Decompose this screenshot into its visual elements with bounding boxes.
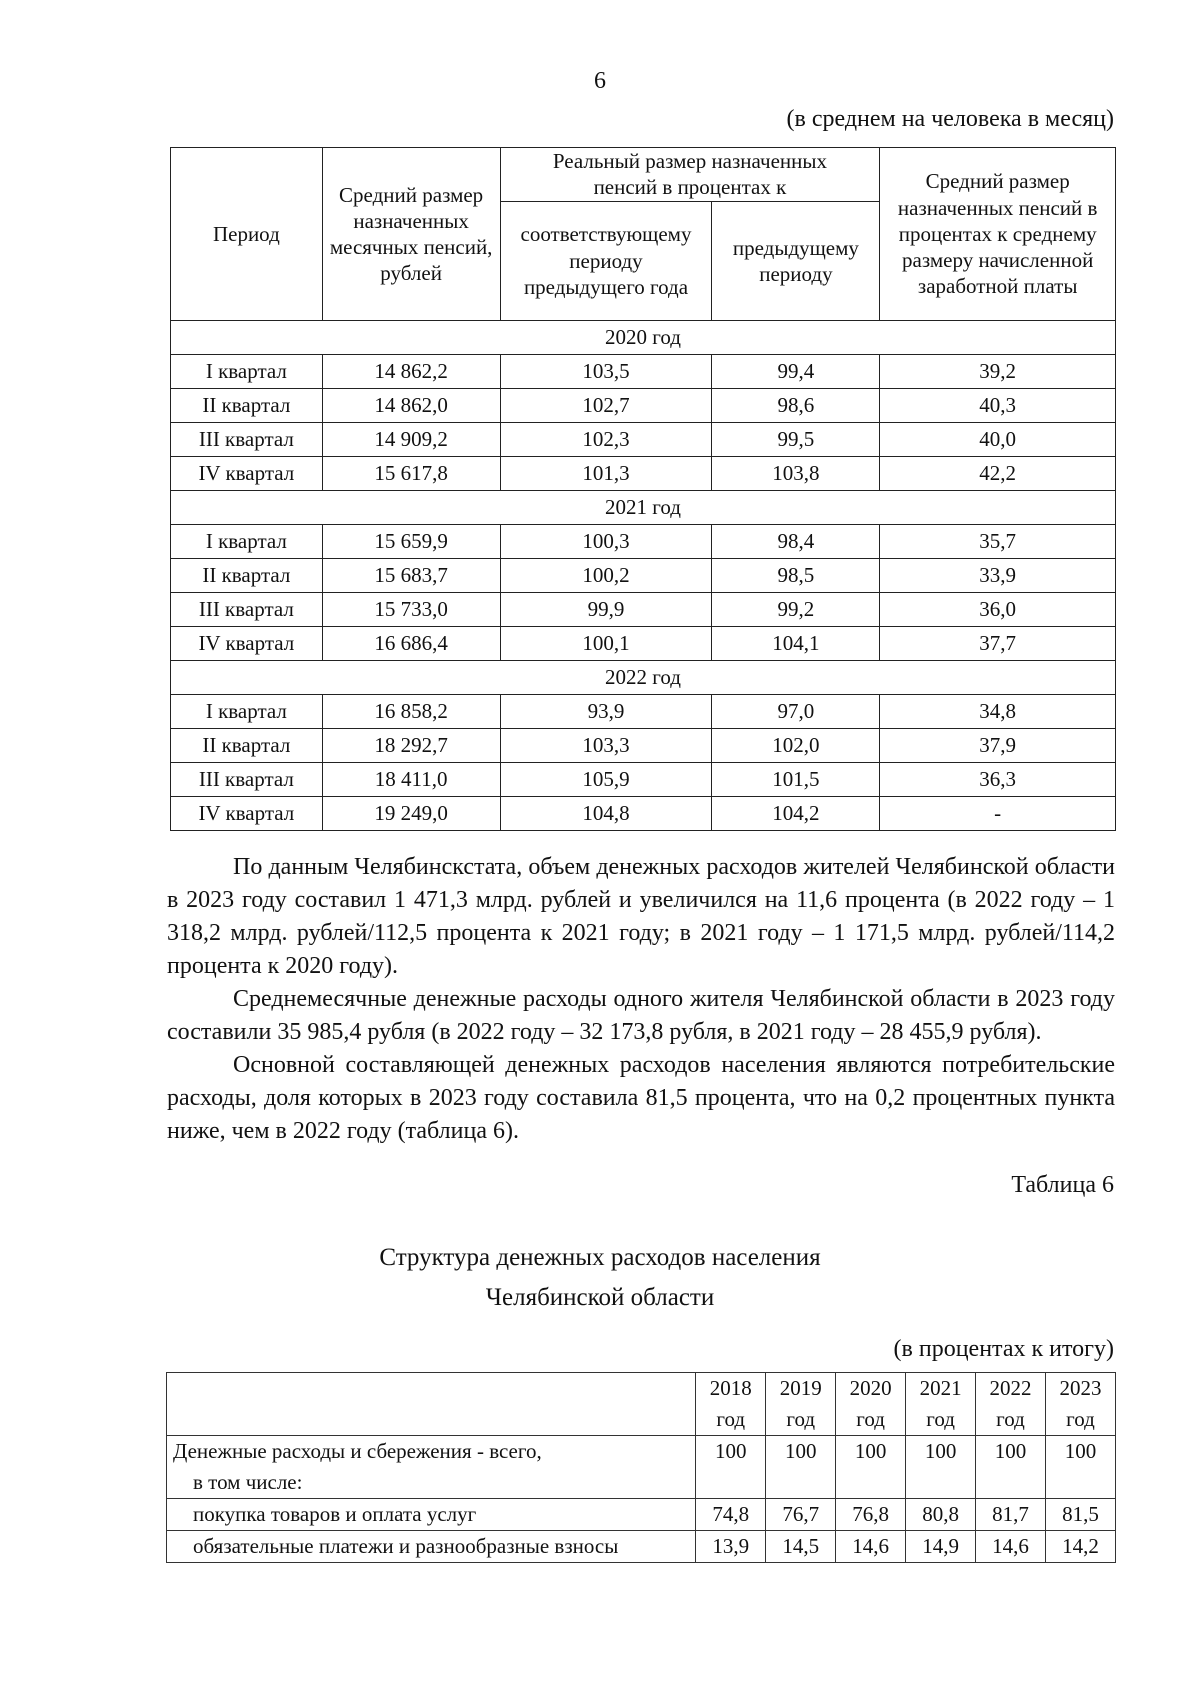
cell: 100: [836, 1436, 906, 1468]
cell: 100: [1045, 1436, 1115, 1468]
value-cell: 104,2: [712, 797, 880, 831]
year-2022: 2022 год: [976, 1373, 1046, 1436]
year-row: [171, 661, 1116, 695]
value-cell: 40,0: [880, 423, 1116, 457]
value-cell: 15 659,9: [322, 525, 500, 559]
paragraph-per-capita: Среднемесячные денежные расходы одного жителя Челябинской области в 2023 году составили 35 985,4 рубля (в 2022 году – 32 173,8 рубля, в 2021 году – 28 455,9 рубля).: [167, 986, 1115, 1045]
table-row: [171, 729, 1116, 763]
value-cell: 99,2: [712, 593, 880, 627]
table6-header-row: [167, 1373, 1116, 1436]
value-cell: 34,8: [880, 695, 1116, 729]
cell: 100: [766, 1436, 836, 1468]
value-cell: 42,2: [880, 457, 1116, 491]
value-cell: 99,5: [712, 423, 880, 457]
cell: 14,9: [906, 1531, 976, 1563]
value-cell: 103,3: [500, 729, 712, 763]
paragraph-consumer: Основной составляющей денежных расходов населения являются потребительские расходы, доля которых в 2023 году составила 81,5 процента, что на 0,2 процентных пункта ниже, чем в 2022 году (таблица 6).: [167, 1052, 1115, 1144]
period-cell: III квартал: [171, 763, 323, 797]
cell: 80,8: [906, 1499, 976, 1531]
value-cell: 36,3: [880, 763, 1116, 797]
table-row: [171, 355, 1116, 389]
value-cell: 100,3: [500, 525, 712, 559]
value-cell: 16 858,2: [322, 695, 500, 729]
value-cell: 97,0: [712, 695, 880, 729]
cell: 14,6: [836, 1531, 906, 1563]
period-cell: I квартал: [171, 525, 323, 559]
value-cell: 100,2: [500, 559, 712, 593]
value-cell: 98,4: [712, 525, 880, 559]
value-cell: 103,8: [712, 457, 880, 491]
value-cell: 14 909,2: [322, 423, 500, 457]
period-cell: IV квартал: [171, 797, 323, 831]
value-cell: 33,9: [880, 559, 1116, 593]
value-cell: 101,5: [712, 763, 880, 797]
header-real-size: Реальный размер назначенных пенсий в процентах к: [500, 148, 880, 202]
value-cell: 16 686,4: [322, 627, 500, 661]
value-cell: 14 862,0: [322, 389, 500, 423]
table-row: [171, 525, 1116, 559]
table-row: [171, 423, 1116, 457]
table6-label: Таблица 6: [1011, 1172, 1114, 1198]
header-same-period: соответствующему периоду предыдущего года: [500, 201, 712, 321]
cell: 14,2: [1045, 1531, 1115, 1563]
cell: 100: [976, 1436, 1046, 1468]
table-row: [171, 559, 1116, 593]
value-cell: 18 411,0: [322, 763, 500, 797]
value-cell: 15 733,0: [322, 593, 500, 627]
period-cell: II квартал: [171, 559, 323, 593]
table-row: [171, 593, 1116, 627]
value-cell: -: [880, 797, 1116, 831]
value-cell: 18 292,7: [322, 729, 500, 763]
text-block: [167, 851, 1115, 1148]
value-cell: 104,1: [712, 627, 880, 661]
period-cell: I квартал: [171, 695, 323, 729]
table-row: [171, 797, 1116, 831]
value-cell: 103,5: [500, 355, 712, 389]
row-label: Денежные расходы и сбережения - всего,: [167, 1436, 696, 1468]
row-label: покупка товаров и оплата услуг: [167, 1499, 696, 1531]
value-cell: 105,9: [500, 763, 712, 797]
table5-unit-note: (в среднем на человека в месяц): [786, 106, 1114, 132]
value-cell: 93,9: [500, 695, 712, 729]
table-row: [171, 763, 1116, 797]
header-period: Период: [171, 148, 323, 321]
table-row: [171, 695, 1116, 729]
year-row: [171, 321, 1116, 355]
table-row: [171, 627, 1116, 661]
expenses-structure-table: [166, 1372, 1116, 1563]
value-cell: 99,4: [712, 355, 880, 389]
period-cell: II квартал: [171, 729, 323, 763]
cell: 74,8: [696, 1499, 766, 1531]
table6-row-including: [167, 1467, 1116, 1499]
period-cell: III квартал: [171, 423, 323, 457]
value-cell: 37,7: [880, 627, 1116, 661]
table-row: [171, 457, 1116, 491]
value-cell: 101,3: [500, 457, 712, 491]
table6-title: [0, 1238, 1200, 1318]
table6-row-total: [167, 1436, 1116, 1468]
year-2023: 2023 год: [1045, 1373, 1115, 1436]
header-prev-period: предыдущему периоду: [712, 201, 880, 321]
row-label: обязательные платежи и разнообразные взносы: [167, 1531, 696, 1563]
cell: 76,7: [766, 1499, 836, 1531]
table6-row-mandatory: [167, 1531, 1116, 1563]
value-cell: 98,5: [712, 559, 880, 593]
cell: 81,7: [976, 1499, 1046, 1531]
value-cell: 15 617,8: [322, 457, 500, 491]
period-cell: II квартал: [171, 389, 323, 423]
value-cell: 99,9: [500, 593, 712, 627]
value-cell: 98,6: [712, 389, 880, 423]
value-cell: 39,2: [880, 355, 1116, 389]
value-cell: 40,3: [880, 389, 1116, 423]
value-cell: 15 683,7: [322, 559, 500, 593]
header-ratio-wage: Средний размер назначенных пенсий в процентах к среднему размеру начисленной заработной платы: [880, 148, 1116, 321]
value-cell: 37,9: [880, 729, 1116, 763]
table6-title-line2: Челябинской области: [485, 1284, 715, 1311]
year-2020: 2020 год: [836, 1373, 906, 1436]
value-cell: 19 249,0: [322, 797, 500, 831]
cell: 14,6: [976, 1531, 1046, 1563]
table6-title-line1: Структура денежных расходов населения: [379, 1244, 821, 1271]
value-cell: 102,7: [500, 389, 712, 423]
year-label: 2020 год: [171, 321, 1116, 355]
value-cell: 104,8: [500, 797, 712, 831]
table6-header-blank: [167, 1373, 696, 1436]
value-cell: 36,0: [880, 593, 1116, 627]
year-row: [171, 491, 1116, 525]
year-2018: 2018 год: [696, 1373, 766, 1436]
year-2021: 2021 год: [906, 1373, 976, 1436]
table-row: [171, 389, 1116, 423]
paragraph-expenses: По данным Челябинскстата, объем денежных расходов жителей Челябинской области в 2023 году составил 1 471,3 млрд. рублей и увеличился на 11,6 процента (в 2022 году – 1 318,2 млрд. рублей/112,5 процента к 2021 году; в 2021 году – 1 171,5 млрд. рублей/114,2 процента к 2020 году).: [167, 854, 1115, 979]
cell: 13,9: [696, 1531, 766, 1563]
header-avg-pension: Средний размер назначенных месячных пенсий, рублей: [322, 148, 500, 321]
value-cell: 35,7: [880, 525, 1116, 559]
year-label: 2022 год: [171, 661, 1116, 695]
row-label: в том числе:: [167, 1467, 696, 1499]
page-number: 6: [594, 68, 606, 94]
pension-table: [170, 147, 1116, 831]
table6-unit-note: (в процентах к итогу): [893, 1336, 1114, 1362]
period-cell: I квартал: [171, 355, 323, 389]
cell: 100: [906, 1436, 976, 1468]
year-2019: 2019 год: [766, 1373, 836, 1436]
cell: 76,8: [836, 1499, 906, 1531]
table6-row-goods: [167, 1499, 1116, 1531]
period-cell: IV квартал: [171, 457, 323, 491]
cell: 81,5: [1045, 1499, 1115, 1531]
value-cell: 102,3: [500, 423, 712, 457]
cell: 100: [696, 1436, 766, 1468]
cell: 14,5: [766, 1531, 836, 1563]
value-cell: 14 862,2: [322, 355, 500, 389]
year-label: 2021 год: [171, 491, 1116, 525]
value-cell: 100,1: [500, 627, 712, 661]
value-cell: 102,0: [712, 729, 880, 763]
period-cell: III квартал: [171, 593, 323, 627]
period-cell: IV квартал: [171, 627, 323, 661]
